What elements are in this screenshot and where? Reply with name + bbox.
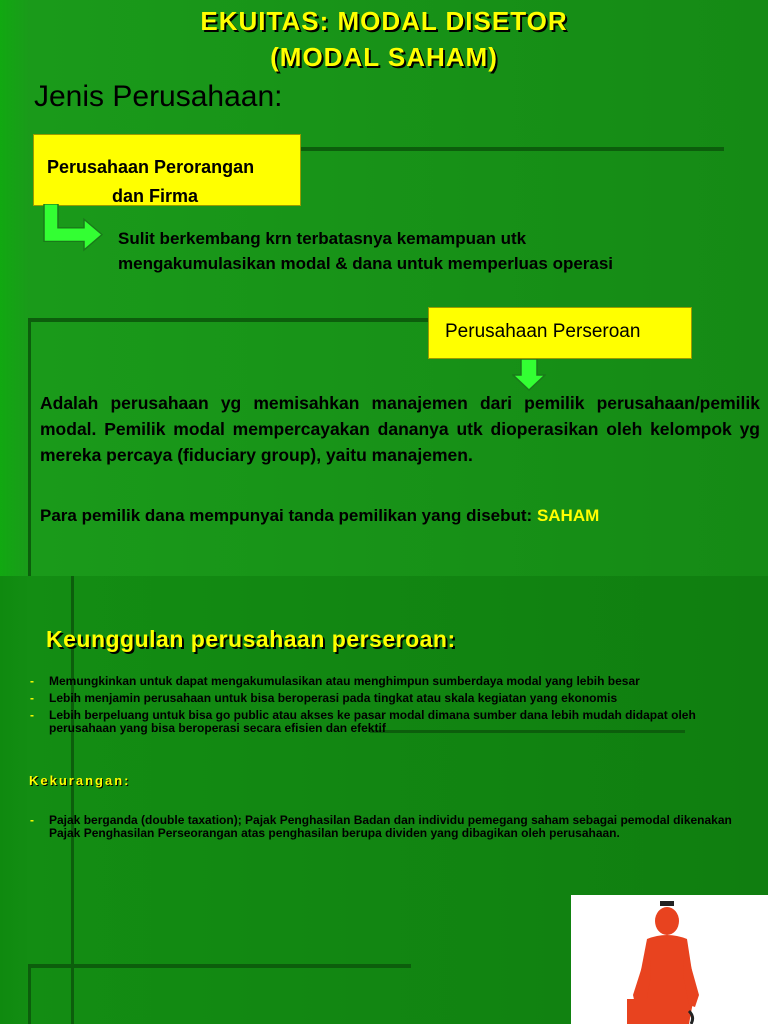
box-label-line-1: Perusahaan Perorangan bbox=[47, 157, 255, 177]
box-perusahaan-perseroan bbox=[428, 307, 692, 359]
box-label-line-2: dan Firma bbox=[112, 186, 199, 206]
elbow-arrow-icon bbox=[40, 204, 106, 252]
decor-line bbox=[28, 964, 411, 968]
saham-sentence bbox=[40, 506, 599, 526]
decor-line bbox=[300, 147, 724, 151]
list-item: - Lebih menjamin perusahaan untuk bisa beroperasi pada tingkat atau skala kegiatan yang ekonomis bbox=[30, 691, 618, 705]
slide-2 bbox=[0, 576, 768, 1024]
slide-title-line-1: EKUITAS: MODAL DISETOR bbox=[200, 6, 568, 36]
section-subtitle: Jenis Perusahaan: bbox=[34, 80, 283, 113]
kekurangan-list bbox=[30, 814, 750, 844]
saham-highlight: SAHAM bbox=[536, 506, 600, 525]
definition-paragraph: Adalah perusahaan yg memisahkan manajemen dari pemilik perusahaan/pemilik modal. Pemilik modal mempercayakan dananya utk dioperasikan oleh kelompok yg mereka percaya (fiduciary group), yaitu manajemen. bbox=[40, 393, 760, 465]
list-item: - Memungkinkan untuk dapat mengakumulasikan atau menghimpun sumberdaya modal yang lebih besar bbox=[30, 674, 640, 688]
sulit-text bbox=[118, 226, 748, 276]
keunggulan-heading: Keunggulan perusahaan perseroan: bbox=[46, 626, 456, 652]
illustration-panel bbox=[571, 895, 768, 1024]
saham-sentence-prefix: Para pemilik dana mempunyai tanda pemilikan yang disebut: bbox=[40, 506, 533, 525]
sulit-line-2: mengakumulasikan modal & dana untuk memperluas operasi bbox=[118, 254, 614, 273]
list-item: - Lebih berpeluang untuk bisa go public atau akses ke pasar modal dimana sumber dana lebih mudah didapat oleh perusahaan yang bisa beroperasi secara efisien dan efektif bbox=[30, 708, 696, 735]
decor-line bbox=[28, 964, 31, 1024]
slide-title-line-2: (MODAL SAHAM) bbox=[270, 42, 498, 72]
decor-line bbox=[28, 318, 31, 576]
keunggulan-list bbox=[30, 675, 750, 739]
list-item: - Pajak berganda (double taxation); Pajak Penghasilan Badan dan individu pemegang saham sebagai pemodal dikenakan Pajak Penghasilan Perseorangan atas penghasilan berupa dividen yang dibagikan oleh perusahaan. bbox=[30, 813, 732, 840]
decor-line bbox=[30, 318, 430, 322]
box-label: Perusahaan Perseroan bbox=[445, 321, 641, 342]
down-arrow-icon bbox=[512, 359, 546, 391]
box-perusahaan-perorangan bbox=[33, 134, 301, 206]
sulit-line-1: Sulit berkembang krn terbatasnya kemampuan utk bbox=[118, 229, 527, 248]
person-silhouette-icon bbox=[571, 895, 768, 1024]
kekurangan-heading: Kekurangan: bbox=[29, 773, 131, 788]
